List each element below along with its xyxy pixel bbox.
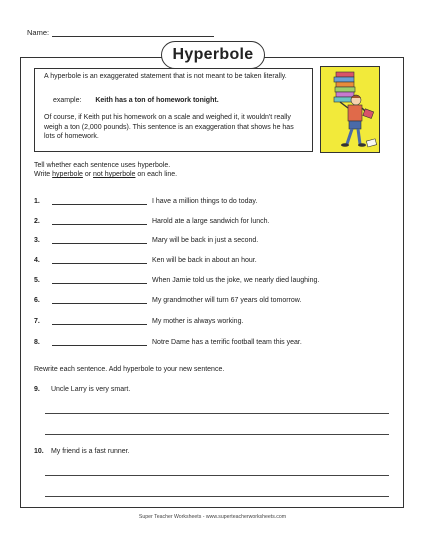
writing-line[interactable] — [45, 496, 389, 497]
question-number: 4. — [34, 257, 40, 264]
writing-line[interactable] — [45, 475, 389, 476]
boy-shoe — [358, 143, 366, 147]
question-text: Mary will be back in just a second. — [152, 237, 259, 244]
question-text: Ken will be back in about an hour. — [152, 257, 257, 264]
instructions-line2: Write hyperbole or not hyperbole on each line. — [34, 171, 178, 178]
question-number: 10. — [34, 448, 44, 455]
footer: Super Teacher Worksheets - www.superteacherworksheets.com — [138, 514, 287, 520]
question-number: 8. — [34, 339, 40, 346]
question-number: 3. — [34, 237, 40, 244]
rewrite-question — [34, 386, 130, 393]
intro-definition: A hyperbole is an exaggerated statement that is not meant to be taken literally. — [44, 73, 287, 80]
boy-leg — [358, 129, 360, 144]
page-title: Hyperbole — [161, 41, 265, 69]
question-row — [34, 295, 301, 304]
question-text: My mother is always working. — [152, 318, 244, 325]
example-row — [53, 97, 219, 104]
option-hyperbole: hyperbole — [52, 171, 83, 178]
intro-explanation: Of course, if Keith put his homework on a scale and weighed it, it wouldn't really weigh a ton (2,000 pounds). This sentence is an exaggeration that shows he has lots of homework. — [44, 114, 294, 140]
rewrite-question — [34, 448, 130, 455]
question-row — [34, 255, 257, 264]
answer-blank[interactable] — [52, 196, 147, 205]
question-text: Harold ate a large sandwich for lunch. — [152, 218, 270, 225]
rewrite-instructions: Rewrite each sentence. Add hyperbole to your new sentence. — [34, 366, 225, 373]
question-number: 2. — [34, 218, 40, 225]
example-sentence: Keith has a ton of homework tonight. — [95, 97, 219, 104]
question-text: Notre Dame has a terrific football team this year. — [152, 339, 302, 346]
answer-blank[interactable] — [52, 255, 147, 264]
writing-line[interactable] — [45, 434, 389, 435]
book — [336, 82, 354, 87]
writing-line[interactable] — [45, 413, 389, 414]
question-row — [34, 235, 258, 244]
boy-shirt — [348, 105, 362, 121]
book — [335, 87, 355, 92]
name-label: Name: — [27, 28, 50, 37]
option-not-hyperbole: not hyperbole — [93, 171, 136, 178]
question-number: 6. — [34, 297, 40, 304]
name-row — [27, 28, 214, 37]
boy-with-books-illustration — [320, 66, 380, 153]
answer-blank[interactable] — [52, 316, 147, 325]
question-number: 5. — [34, 277, 40, 284]
instructions — [34, 161, 177, 179]
question-text: My friend is a fast runner. — [50, 448, 130, 455]
question-row — [34, 216, 270, 225]
answer-blank[interactable] — [52, 235, 147, 244]
question-row — [34, 337, 302, 346]
book — [336, 72, 354, 77]
answer-blank[interactable] — [52, 275, 147, 284]
boy-pants — [349, 121, 361, 129]
question-text: My grandmother will turn 67 years old tomorrow. — [152, 297, 302, 304]
answer-blank[interactable] — [52, 295, 147, 304]
question-text: I have a million things to do today. — [152, 198, 258, 205]
boy-shoe — [341, 143, 349, 147]
book — [334, 77, 354, 82]
example-label: example: — [53, 97, 82, 104]
question-row — [34, 316, 243, 325]
question-number: 1. — [34, 198, 40, 205]
question-row — [34, 275, 319, 284]
question-number: 7. — [34, 318, 40, 325]
question-text: When Jamie told us the joke, we nearly died laughing. — [152, 277, 320, 284]
instructions-line1: Tell whether each sentence uses hyperbole. — [34, 162, 171, 169]
question-text: Uncle Larry is very smart. — [50, 386, 131, 393]
name-field[interactable] — [52, 28, 214, 37]
question-number: 9. — [34, 386, 40, 393]
book — [336, 92, 354, 97]
question-row — [34, 196, 257, 205]
answer-blank[interactable] — [52, 216, 147, 225]
answer-blank[interactable] — [52, 337, 147, 346]
